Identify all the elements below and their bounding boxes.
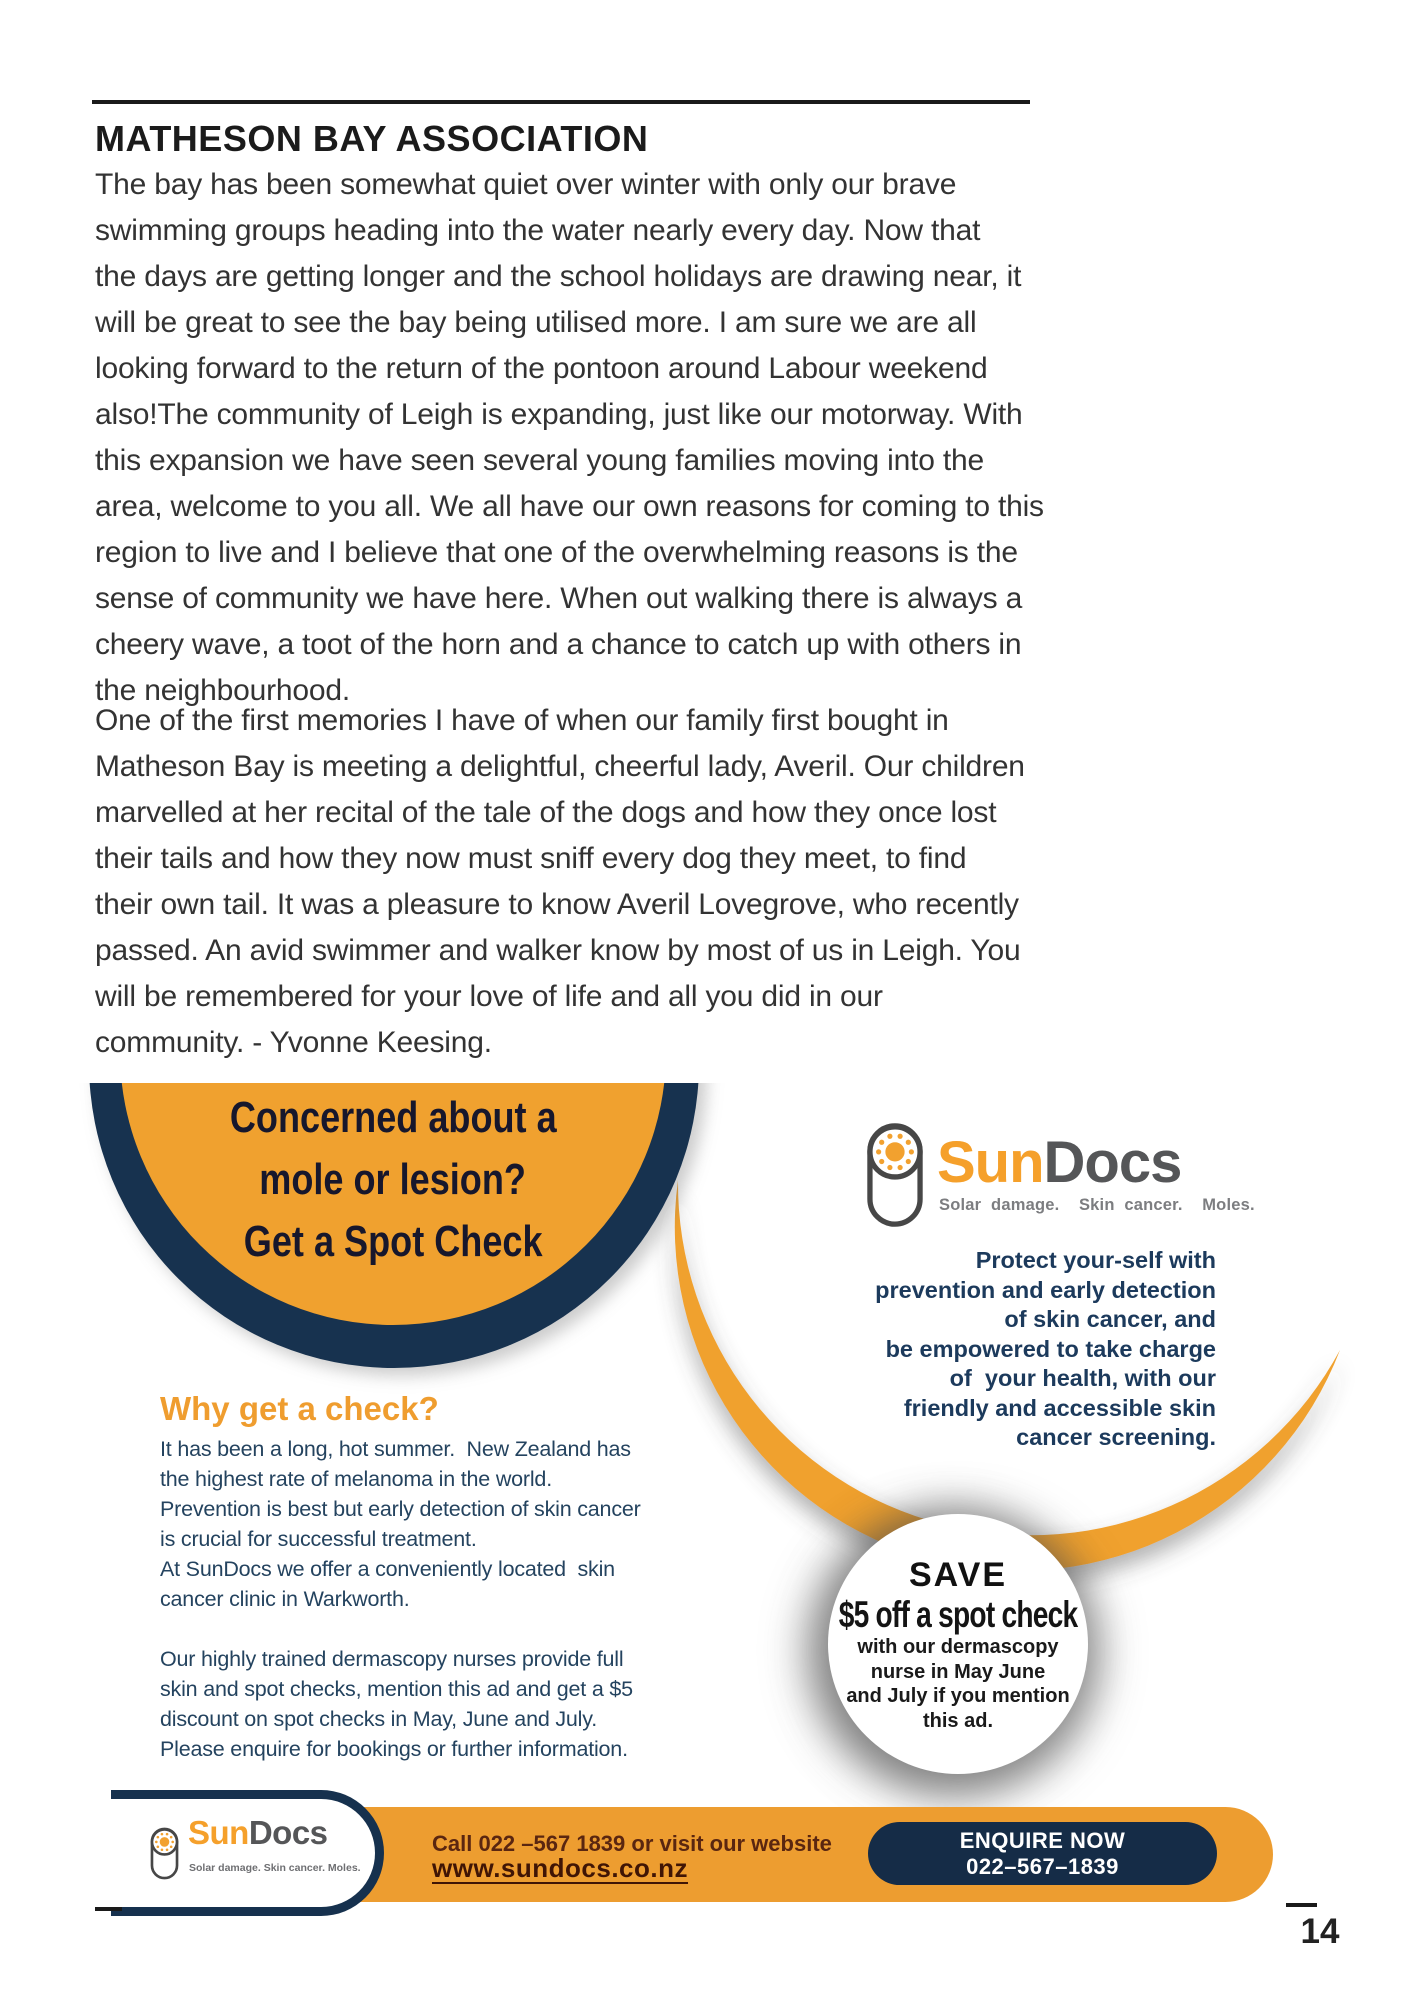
bottom-left-decorative-line <box>95 1907 122 1911</box>
text-line: looking forward to the return of the pontoon around Labour weekend <box>95 352 988 385</box>
text-line: prevention and early detection <box>875 1276 1216 1303</box>
text-line: is crucial for successful treatment. <box>160 1527 477 1551</box>
protect-yourself-text <box>640 1246 1216 1453</box>
text-line: friendly and accessible skin <box>903 1394 1216 1421</box>
text-line: be empowered to take charge <box>885 1335 1216 1362</box>
article-heading: MATHESON BAY ASSOCIATION <box>95 118 649 159</box>
text-line: nurse in May June <box>870 1660 1046 1683</box>
sundocs-pill-sun-icon <box>866 1122 924 1228</box>
article-paragraph-1 <box>95 162 1135 714</box>
text-line: of your health, with our <box>949 1365 1216 1391</box>
text-line: will be remembered for your love of life and all you did in our <box>95 980 883 1013</box>
footer-logo-tagline: Solar damage. Skin cancer. Moles. <box>189 1862 361 1874</box>
sundocs-advertisement <box>0 1083 1409 1945</box>
enquire-button-line2: 022–567–1839 <box>966 1853 1119 1879</box>
enquire-button-line1: ENQUIRE NOW <box>959 1827 1126 1853</box>
sundocs-pill-sun-icon-small <box>150 1827 179 1880</box>
text-line: will be great to see the bay being utilised more. I am sure we are all <box>95 306 977 339</box>
text-line: marvelled at her recital of the tale of the dogs and how they once lost <box>95 796 997 829</box>
badge-headline-line3: Get a Spot Check <box>243 1217 543 1266</box>
article-paragraph-2 <box>95 698 1135 1066</box>
text-line: At SunDocs we offer a conveniently located skin <box>160 1557 615 1581</box>
text-line: this ad. <box>922 1709 993 1732</box>
text-line: their own tail. It was a pleasure to know Averil Lovegrove, who recently <box>95 888 1019 921</box>
enquire-now-button[interactable] <box>868 1822 1217 1885</box>
text-line: It has been a long, hot summer. New Zealand has <box>160 1437 631 1461</box>
text-line: and July if you mention <box>846 1685 1070 1707</box>
save-title: SAVE <box>908 1556 1008 1594</box>
text-line: the neighbourhood. <box>95 674 350 707</box>
why-get-a-check-heading: Why get a check? <box>160 1390 439 1427</box>
text-line: of skin cancer, and <box>1004 1306 1216 1332</box>
text-line: passed. An avid swimmer and walker know by most of us in Leigh. You <box>95 934 1021 967</box>
text-line: their tails and how they now must sniff every dog they meet, to find <box>95 842 967 875</box>
logo-sun-text: Sun <box>937 1130 1044 1195</box>
text-line: this expansion we have seen several young families moving into the <box>95 444 984 477</box>
text-line: skin and spot checks, mention this ad and get a $5 <box>160 1677 633 1701</box>
text-line: Protect your-self with <box>975 1247 1216 1273</box>
website-link[interactable]: www.sundocs.co.nz <box>432 1853 689 1883</box>
text-line: cancer clinic in Warkworth. <box>160 1587 410 1611</box>
text-line: community. - Yvonne Keesing. <box>95 1026 492 1059</box>
text-line: region to live and I believe that one of the overwhelming reasons is the <box>95 536 1018 569</box>
text-line: Our highly trained dermascopy nurses provide full <box>160 1647 624 1671</box>
save-subtitle: $5 off a spot check <box>838 1594 1078 1635</box>
text-line: discount on spot checks in May, June and July. <box>160 1707 597 1731</box>
text-line: One of the first memories I have of when our family first bought in <box>95 704 949 737</box>
text-line: Please enquire for bookings or further information. <box>160 1737 628 1761</box>
page-number-line <box>1286 1903 1317 1907</box>
logo-docs-text: Docs <box>1043 1130 1182 1195</box>
badge-headline-line1: Concerned about a <box>229 1093 557 1142</box>
text-line: with our dermascopy <box>857 1636 1059 1658</box>
text-line: The bay has been somewhat quiet over winter with only our brave <box>95 168 957 201</box>
text-line: Prevention is best but early detection of skin cancer <box>160 1497 641 1521</box>
save-details <box>846 1635 1069 1733</box>
text-line: sense of community we have here. When out walking there is always a <box>95 582 1023 615</box>
page-number: 14 <box>1300 1912 1340 1951</box>
text-line: the highest rate of melanoma in the world. <box>160 1467 552 1491</box>
why-get-a-check-body <box>160 1434 680 1764</box>
call-phone-text: Call 022 –567 1839 or visit our website <box>432 1831 832 1856</box>
footer-sundocs-wordmark: SunDocs <box>188 1814 328 1851</box>
text-line: swimming groups heading into the water nearly every day. Now that <box>95 214 981 247</box>
text-line <box>160 1614 680 1644</box>
badge-headline-line2: mole or lesion? <box>259 1155 527 1204</box>
text-line: Matheson Bay is meeting a delightful, cheerful lady, Averil. Our children <box>95 750 1025 783</box>
text-line: cheery wave, a toot of the horn and a chance to catch up with others in <box>95 628 1022 661</box>
text-line: also!The community of Leigh is expanding, just like our motorway. With <box>95 398 1023 431</box>
text-line: area, welcome to you all. We all have our own reasons for coming to this <box>95 490 1044 523</box>
text-line: the days are getting longer and the school holidays are drawing near, it <box>95 260 1022 293</box>
text-line: cancer screening. <box>1016 1424 1216 1450</box>
top-divider-rule <box>92 100 1030 104</box>
sundocs-logo-wordmark <box>937 1129 1181 1196</box>
logo-tagline: Solar damage. Skin cancer. Moles. <box>939 1196 1255 1214</box>
save-offer-badge <box>828 1514 1088 1774</box>
